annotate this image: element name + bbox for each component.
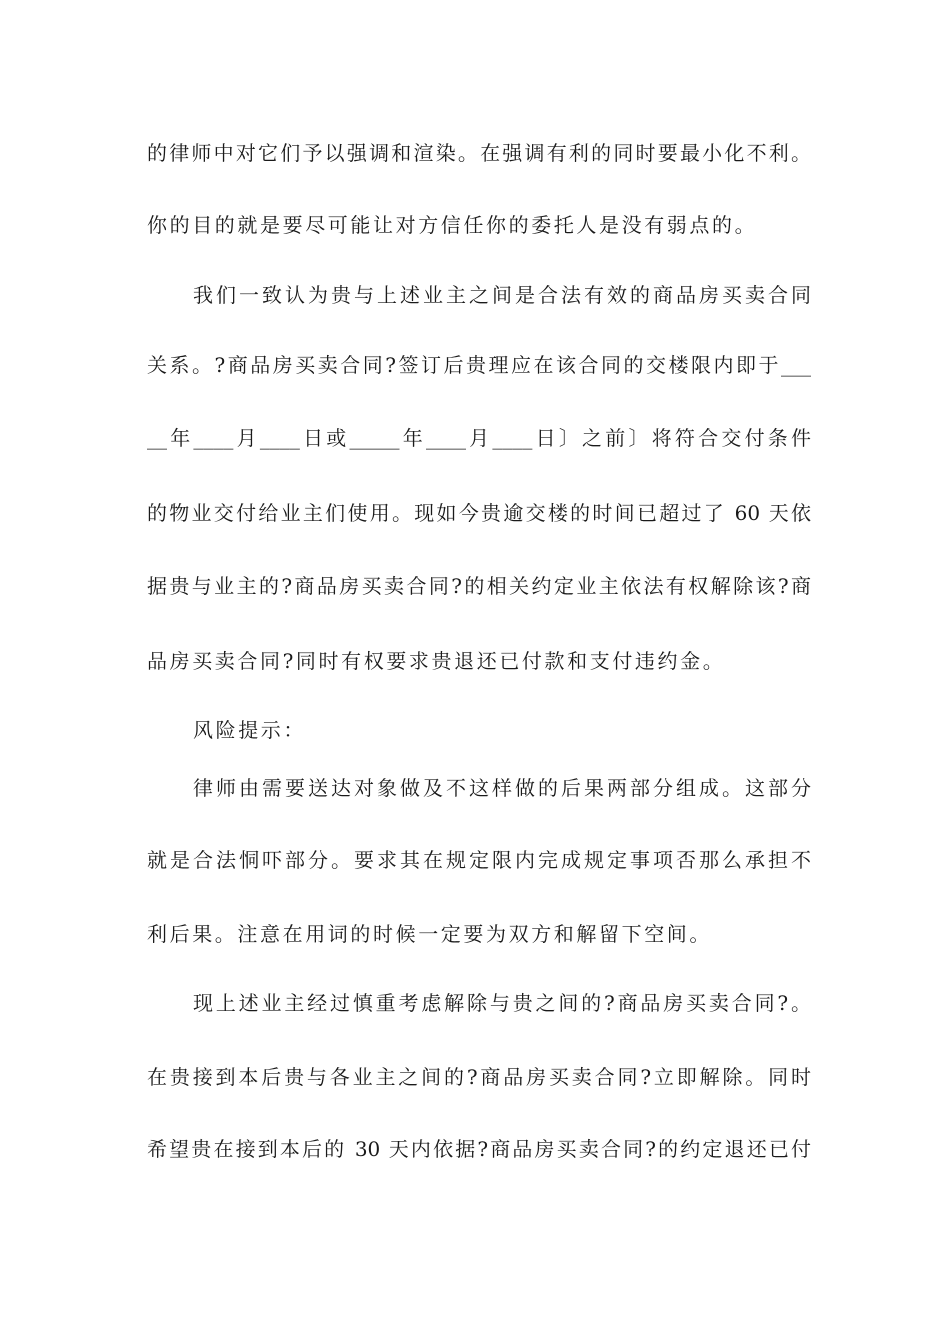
text-line: 的律师中对它们予以强调和渲染。在强调有利的同时要最小化不利。 xyxy=(147,141,811,165)
text-line: 据贵与业主的?商品房买卖合同?的相关约定业主依法有权解除该?商 xyxy=(147,574,811,598)
text-line: __年____月____日或_____年____月____日〕之前〕将符合交付条件 xyxy=(147,426,811,450)
text-line: 就是合法恫吓部分。要求其在规定限内完成规定事项否那么承担不 xyxy=(147,848,811,872)
paragraph-start-line: 我们一致认为贵与上述业主之间是合法有效的商品房买卖合同 xyxy=(193,283,811,307)
text-line: 关系。?商品房买卖合同?签订后贵理应在该合同的交楼限内即于___ xyxy=(147,353,811,377)
paragraph-start-line: 律师由需要送达对象做及不这样做的后果两部分组成。这部分 xyxy=(193,776,811,800)
text-line: 在贵接到本后贵与各业主之间的?商品房买卖合同?立即解除。同时 xyxy=(147,1065,811,1089)
text-line: 品房买卖合同?同时有权要求贵退还已付款和支付违约金。 xyxy=(147,649,726,673)
text-line: 你的目的就是要尽可能让对方信任你的委托人是没有弱点的。 xyxy=(147,213,758,237)
text-line: 的物业交付给业主们使用。现如今贵逾交楼的时间已超过了 60 天依 xyxy=(147,501,811,525)
section-heading: 风险提示： xyxy=(193,718,306,742)
paragraph-start-line: 现上述业主经过慎重考虑解除与贵之间的?商品房买卖合同?。 xyxy=(193,991,811,1015)
text-line: 希望贵在接到本后的 30 天内依据?商品房买卖合同?的约定退还已付 xyxy=(147,1137,811,1161)
text-line: 利后果。注意在用词的时候一定要为双方和解留下空间。 xyxy=(147,922,712,946)
